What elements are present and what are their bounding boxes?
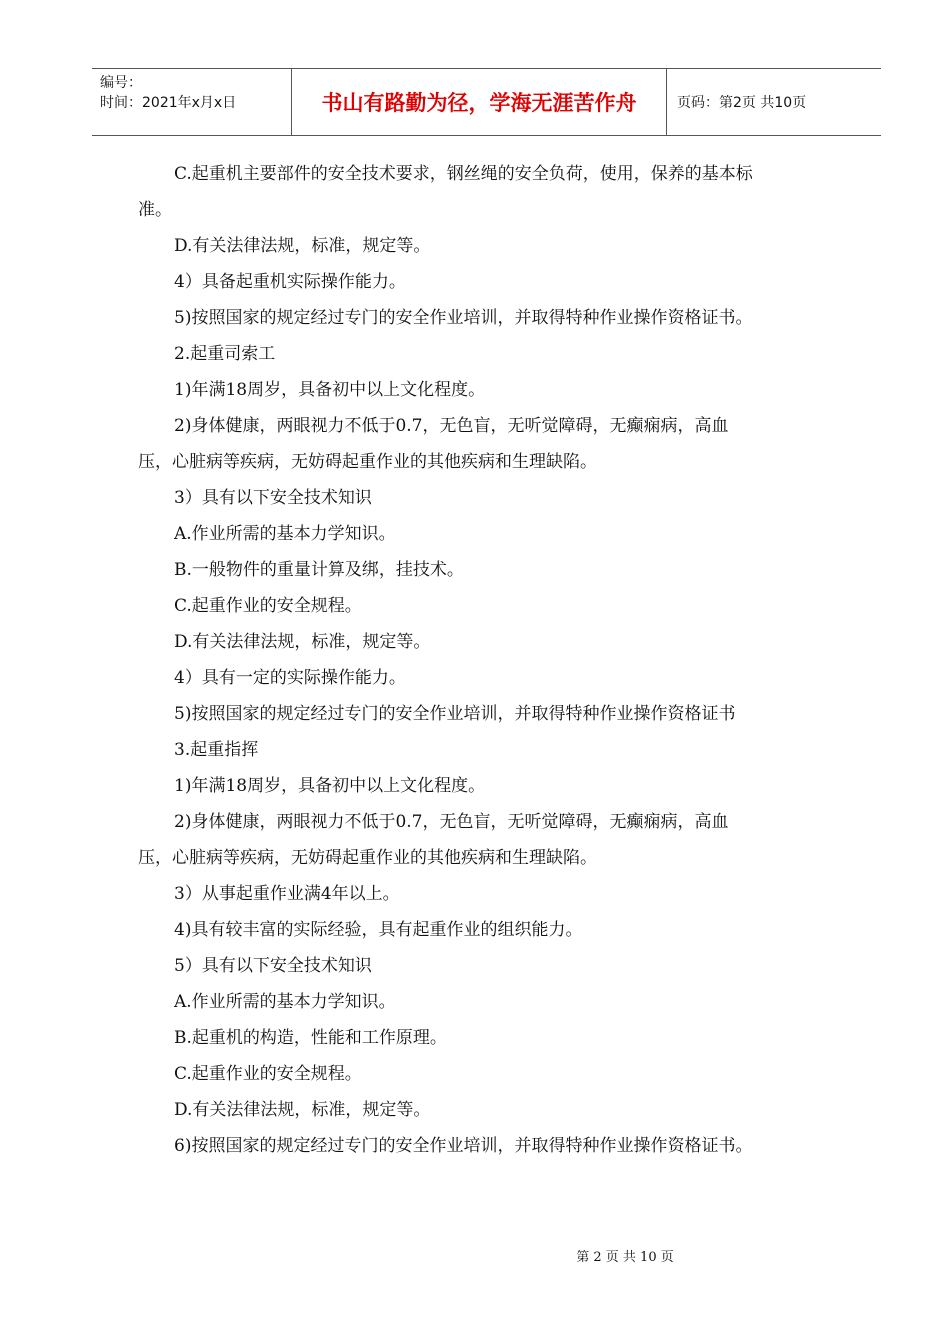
body-line: D.有关法律法规，标准，规定等。 [174, 632, 431, 652]
body-line: 1)年满18周岁，具备初中以上文化程度。 [174, 380, 486, 400]
body-line: 3）具有以下安全技术知识 [174, 488, 372, 508]
body-line: 2)身体健康，两眼视力不低于0.7，无色盲，无听觉障碍，无癫痫病，高血 [174, 416, 729, 436]
document-body [138, 156, 838, 1164]
body-line: D.有关法律法规，标准，规定等。 [174, 236, 431, 256]
header-meta [92, 69, 292, 135]
body-line: A.作业所需的基本力学知识。 [174, 992, 396, 1012]
body-line: 5）具有以下安全技术知识 [174, 956, 372, 976]
body-line: A.作业所需的基本力学知识。 [174, 524, 396, 544]
body-line: 4)具有较丰富的实际经验，具有起重作业的组织能力。 [174, 920, 583, 940]
page-footer: 第 2 页 共 10 页 [576, 1250, 674, 1265]
page-header [92, 68, 881, 136]
body-line: 压，心脏病等疾病，无妨碍起重作业的其他疾病和生理缺陷。 [138, 452, 597, 472]
body-line: 4）具备起重机实际操作能力。 [174, 272, 406, 292]
body-line: C.起重作业的安全规程。 [174, 1064, 362, 1084]
body-line: 3）从事起重作业满4年以上。 [174, 884, 400, 904]
body-line: 5)按照国家的规定经过专门的安全作业培训，并取得特种作业操作资格证书 [174, 704, 736, 724]
body-line: 3.起重指挥 [174, 740, 259, 760]
body-line: 2)身体健康，两眼视力不低于0.7，无色盲，无听觉障碍，无癫痫病，高血 [174, 812, 729, 832]
body-line: C.起重机主要部件的安全技术要求，钢丝绳的安全负荷，使用，保养的基本标 [174, 164, 753, 184]
body-line: 6)按照国家的规定经过专门的安全作业培训，并取得特种作业操作资格证书。 [174, 1136, 753, 1156]
body-line: 5)按照国家的规定经过专门的安全作业培训，并取得特种作业操作资格证书。 [174, 308, 753, 328]
body-line: B.起重机的构造，性能和工作原理。 [174, 1028, 447, 1048]
body-line: 压，心脏病等疾病，无妨碍起重作业的其他疾病和生理缺陷。 [138, 848, 597, 868]
number-label: 编号： [100, 75, 142, 91]
body-line: 1)年满18周岁，具备初中以上文化程度。 [174, 776, 486, 796]
time-label: 时间：2021年x月x日 [100, 95, 237, 111]
body-line: 准。 [138, 200, 172, 220]
body-line: 2.起重司索工 [174, 344, 276, 364]
header-motto: 书山有路勤为径，学海无涯苦作舟 [292, 69, 667, 135]
header-page-code: 页码：第2页 共10页 [677, 95, 807, 111]
body-line: 4）具有一定的实际操作能力。 [174, 668, 406, 688]
body-line: C.起重作业的安全规程。 [174, 596, 362, 616]
body-line: D.有关法律法规，标准，规定等。 [174, 1100, 431, 1120]
body-line: B.一般物件的重量计算及绑，挂技术。 [174, 560, 464, 580]
